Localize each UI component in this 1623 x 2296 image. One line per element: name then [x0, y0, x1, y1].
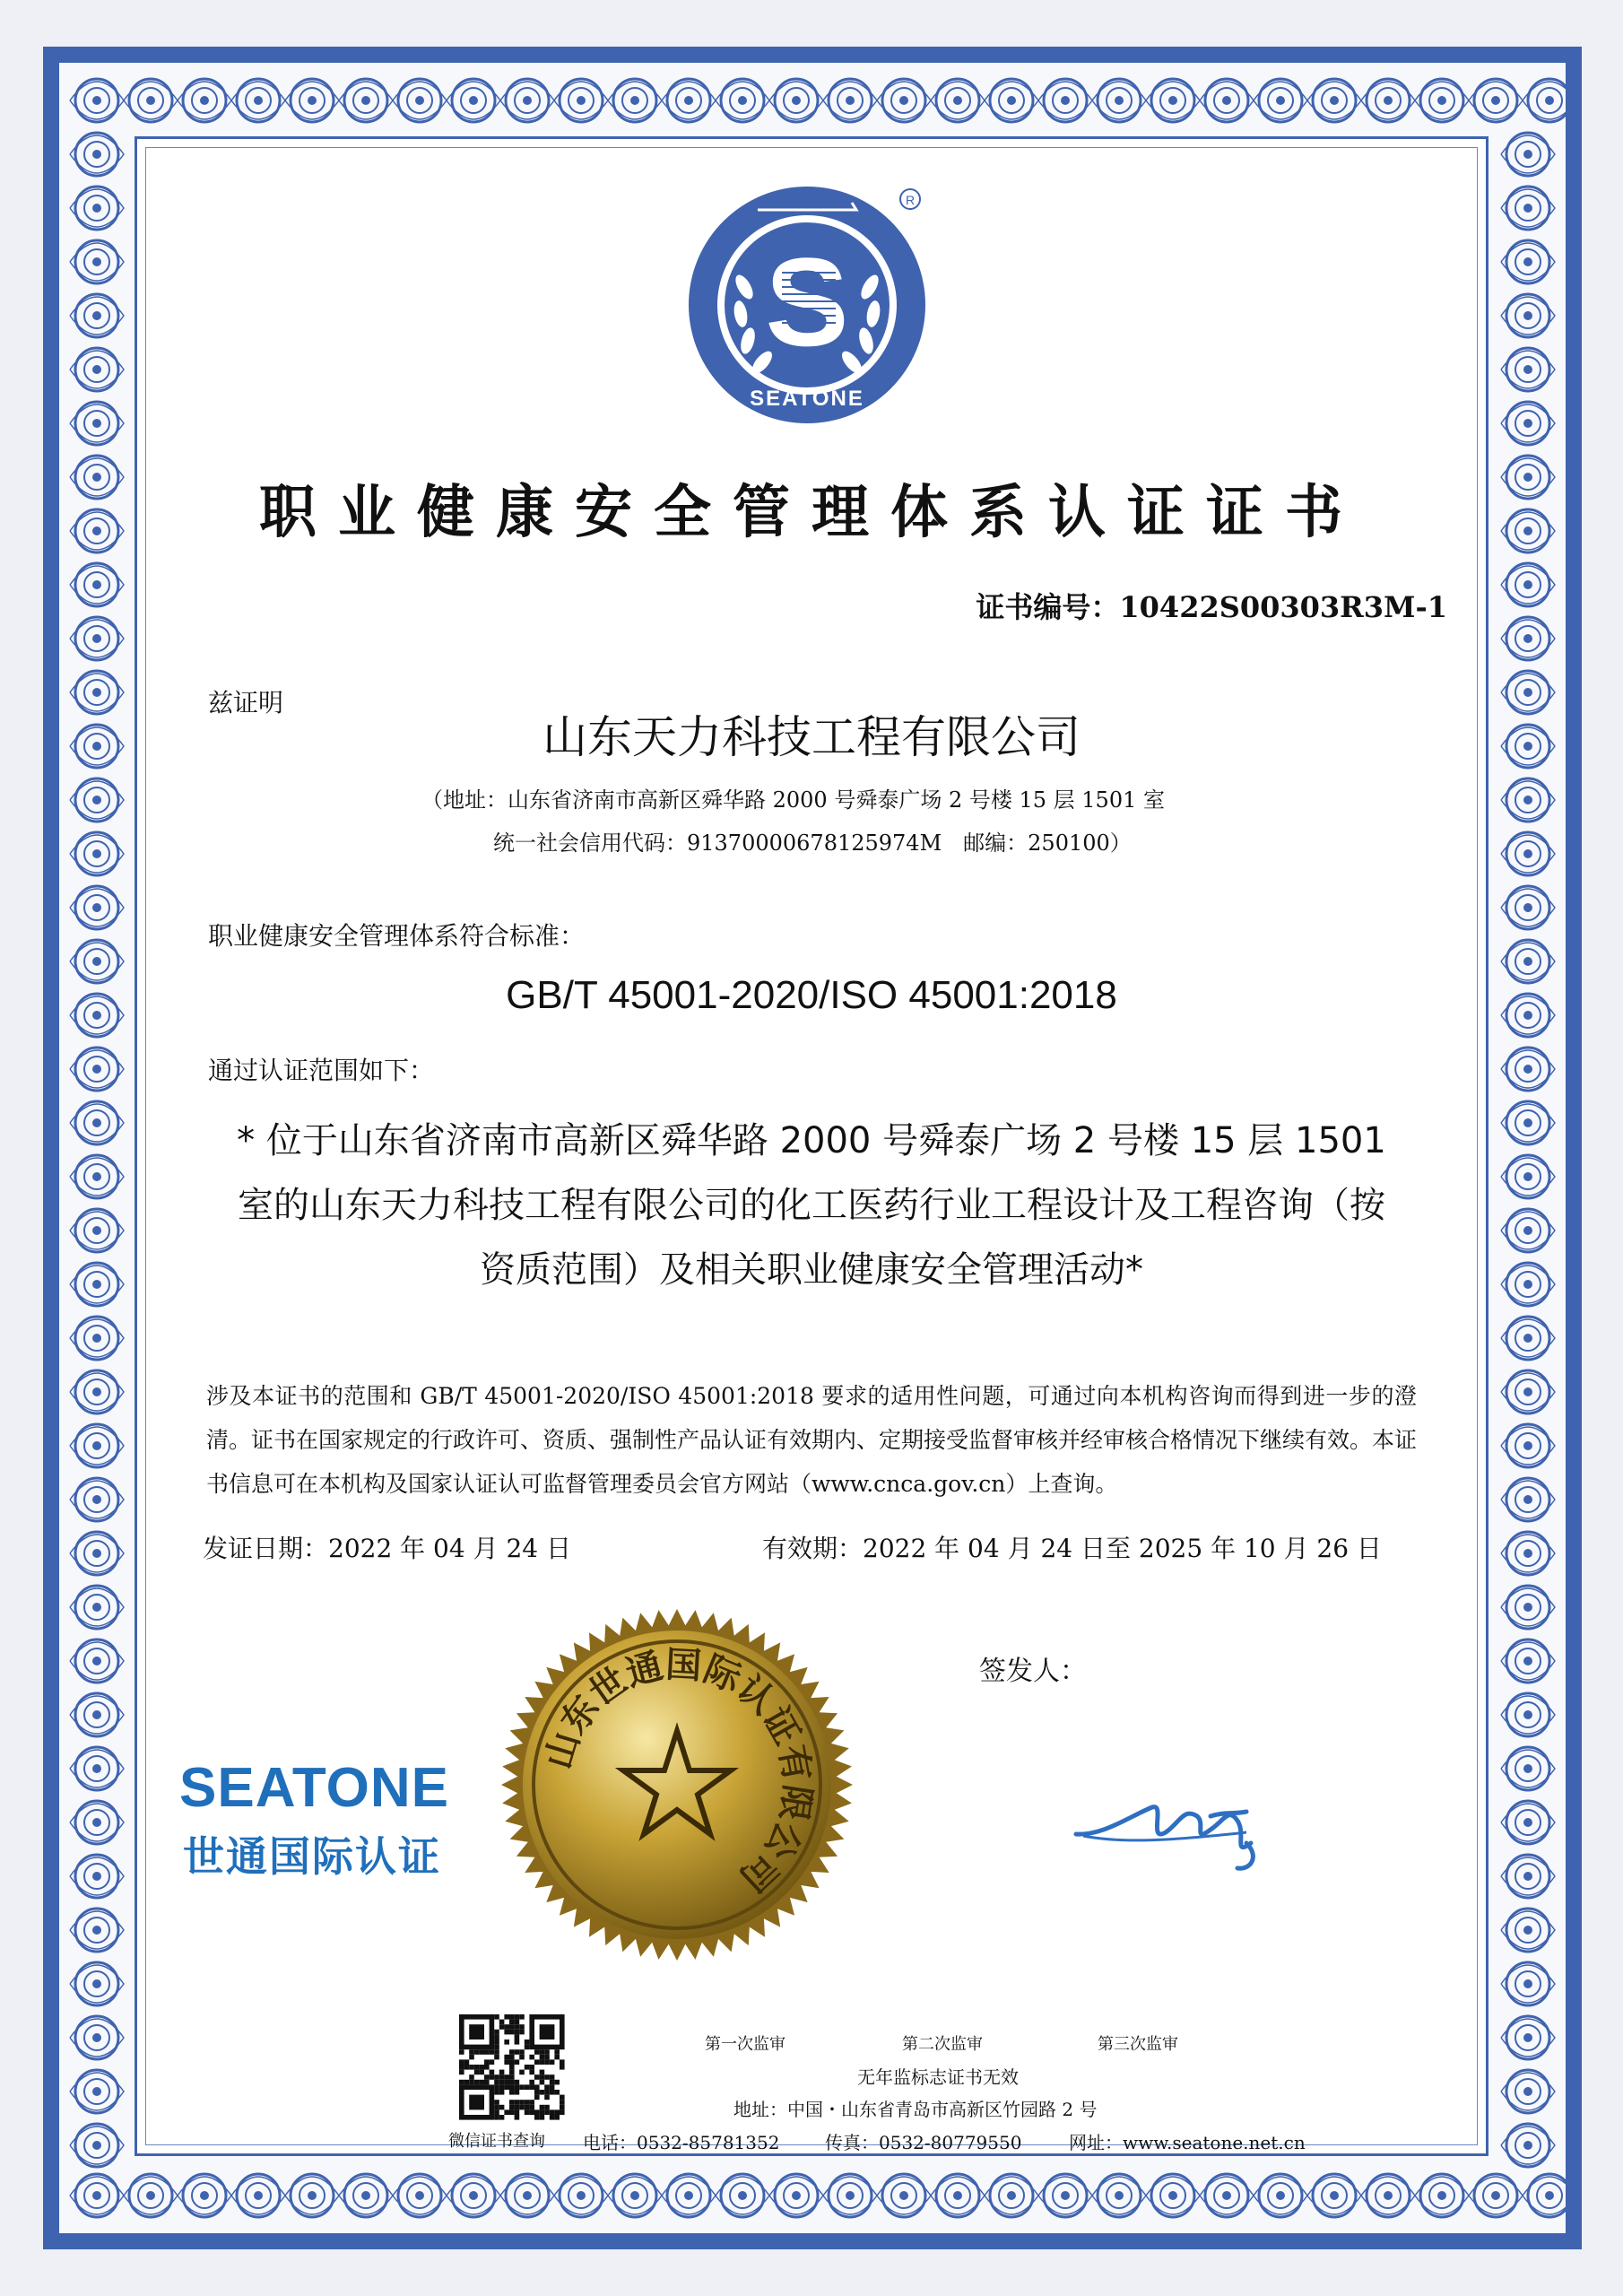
company-seal — [498, 1605, 856, 1964]
footer-address: 地址：中国・山东省青岛市高新区竹园路 2 号 — [733, 2099, 1098, 2120]
brand-name-en: SEATONE — [179, 1757, 449, 1819]
svg-text:山东世通国际认证有限公司: 山东世通国际认证有限公司 — [538, 1645, 818, 1899]
issue-date: 发证日期：2022 年 04 月 24 日 — [203, 1534, 572, 1563]
certificate-title: 职业健康安全管理体系认证证书 — [259, 480, 1364, 546]
svg-text:R: R — [905, 193, 916, 207]
second-surveillance: 第二次监审 — [902, 2035, 983, 2054]
first-surveillance: 第一次监审 — [705, 2035, 785, 2054]
logo-text: SEATONE — [750, 387, 864, 411]
credit-code: 统一社会信用代码：91370000678125974M 邮编：250100） — [493, 831, 1132, 856]
company-address: （地址：山东省济南市高新区舜华路 2000 号舜泰广场 2 号楼 15 层 1501 室 — [421, 787, 1165, 813]
wechat-qr-code[interactable] — [456, 2011, 567, 2122]
fax: 传真：0532-80779550 — [825, 2132, 1022, 2153]
validity-note: 涉及本证书的范围和 GB/T 45001-2020/ISO 45001:2018 要求的适用性问题，可通过向本机构咨询而得到进一步的澄清。证书在国家规定的行政许可、资质、强制性产品认证有效期内、定期接受监督审核并经审核合格情况下继续有效。本证书信息可在本机构及国家认证认可监督管理委员会官方网站（www.cnca.gov.cn）上查询。 — [206, 1383, 1418, 1497]
signer-label: 签发人： — [979, 1656, 1087, 1687]
scope-label: 通过认证范围如下： — [208, 1056, 435, 1085]
svg-text:S: S — [765, 231, 849, 372]
no-audit-note: 无年监标志证书无效 — [857, 2066, 1019, 2088]
seatone-logo — [681, 179, 950, 439]
website[interactable]: 网址：www.seatone.net.cn — [1069, 2132, 1306, 2153]
company-name: 山东天力科技工程有限公司 — [542, 711, 1081, 763]
signature — [1067, 1780, 1318, 1888]
standard: GB/T 45001-2020/ISO 45001:2018 — [506, 973, 1117, 1017]
brand-name-cn: 世通国际认证 — [183, 1832, 441, 1881]
third-surveillance: 第三次监审 — [1098, 2035, 1178, 2054]
hereby-certify: 兹证明 — [208, 688, 284, 718]
standard-label: 职业健康安全管理体系符合标准： — [208, 921, 586, 951]
qr-caption: 微信证书查询 — [448, 2132, 545, 2151]
telephone: 电话：0532-85781352 — [583, 2132, 780, 2153]
certification-scope: * 位于山东省济南市高新区舜华路 2000 号舜泰广场 2 号楼 15 层 1501 室的山东天力科技工程有限公司的化工医药行业工程设计及工程咨询（按资质范围）及相关职业健康安全管理活动* — [237, 1120, 1386, 1291]
certificate-number: 证书编号：10422S00303R3M-1 — [976, 590, 1447, 624]
valid-period: 有效期：2022 年 04 月 24 日至 2025 年 10 月 26 日 — [762, 1534, 1382, 1563]
